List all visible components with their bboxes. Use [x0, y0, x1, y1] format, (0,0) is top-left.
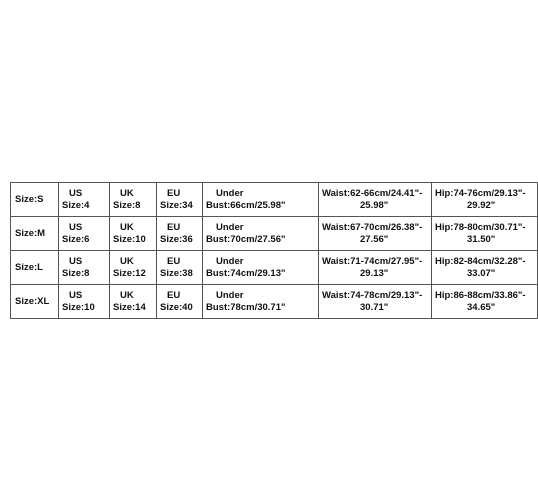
hip-cell: Hip:86-88cm/33.86"- 34.65" [432, 285, 538, 319]
waist-cell: Waist:67-70cm/26.38"- 27.56" [319, 217, 432, 251]
us-size-cell: US Size:10 [59, 285, 110, 319]
eu-size-cell: EU Size:36 [157, 217, 203, 251]
size-cell: Size:M [11, 217, 59, 251]
hip-cell: Hip:74-76cm/29.13"- 29.92" [432, 183, 538, 217]
waist-cell: Waist:71-74cm/27.95"- 29.13" [319, 251, 432, 285]
us-size-cell: US Size:6 [59, 217, 110, 251]
table-row [11, 251, 538, 285]
table-row [11, 285, 538, 319]
uk-size-cell: UK Size:10 [110, 217, 157, 251]
table-row [11, 217, 538, 251]
waist-cell: Waist:62-66cm/24.41"- 25.98" [319, 183, 432, 217]
uk-size-cell: UK Size:12 [110, 251, 157, 285]
bust-cell: Under Bust:66cm/25.98" [203, 183, 319, 217]
waist-cell: Waist:74-78cm/29.13"- 30.71" [319, 285, 432, 319]
us-size-cell: US Size:4 [59, 183, 110, 217]
bust-cell: Under Bust:70cm/27.56" [203, 217, 319, 251]
size-cell: Size:L [11, 251, 59, 285]
uk-size-cell: UK Size:8 [110, 183, 157, 217]
uk-size-cell: UK Size:14 [110, 285, 157, 319]
size-cell: Size:XL [11, 285, 59, 319]
eu-size-cell: EU Size:38 [157, 251, 203, 285]
bust-cell: Under Bust:78cm/30.71" [203, 285, 319, 319]
eu-size-cell: EU Size:40 [157, 285, 203, 319]
us-size-cell: US Size:8 [59, 251, 110, 285]
hip-cell: Hip:78-80cm/30.71"- 31.50" [432, 217, 538, 251]
hip-cell: Hip:82-84cm/32.28"- 33.07" [432, 251, 538, 285]
table-row [11, 183, 538, 217]
eu-size-cell: EU Size:34 [157, 183, 203, 217]
size-chart-table [10, 182, 538, 319]
bust-cell: Under Bust:74cm/29.13" [203, 251, 319, 285]
size-cell: Size:S [11, 183, 59, 217]
